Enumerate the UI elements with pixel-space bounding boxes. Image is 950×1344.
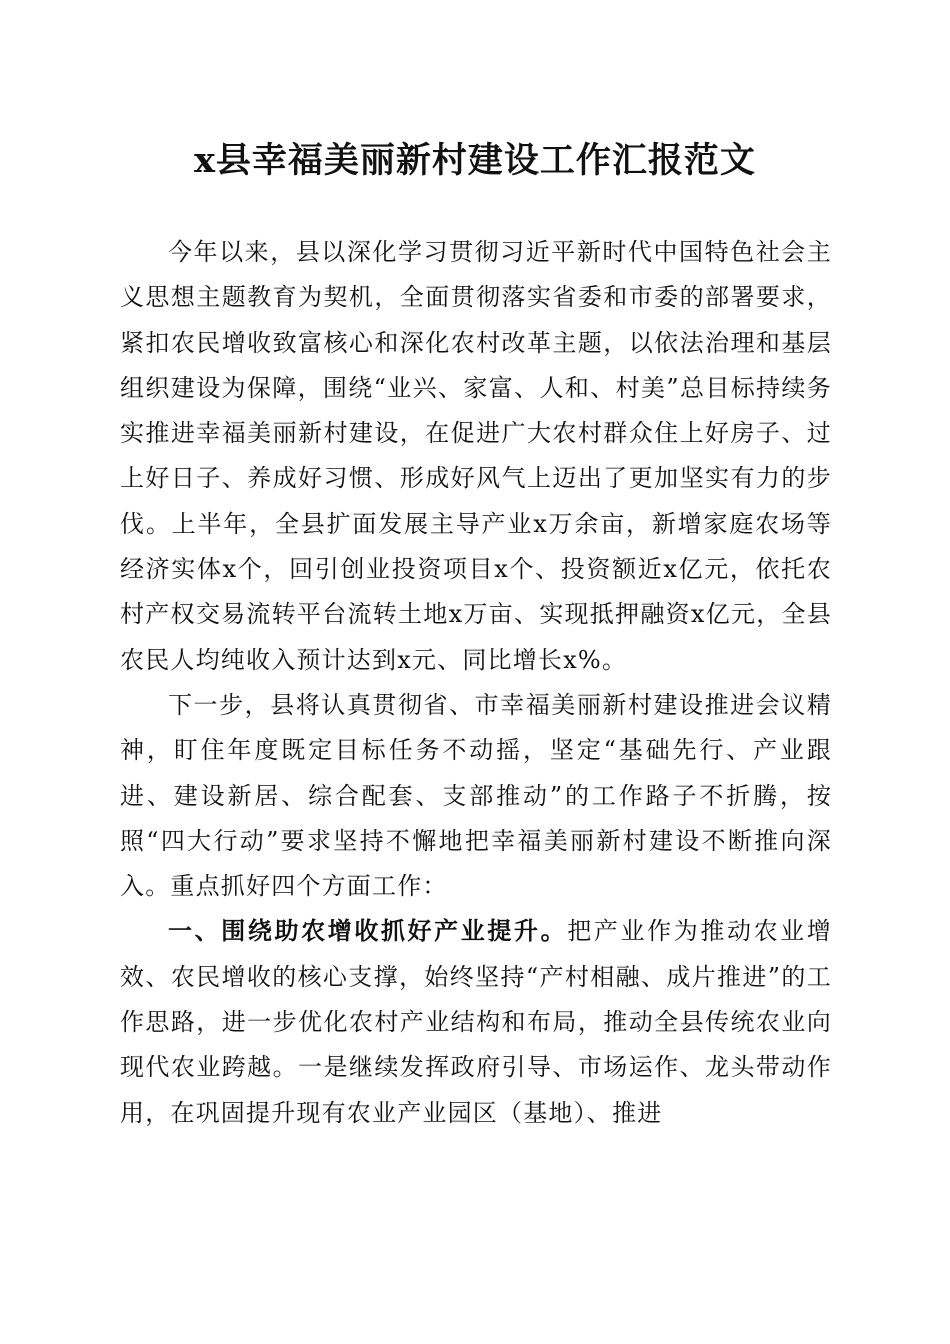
paragraph-section-one [120,909,832,1135]
document-title: x县幸福美丽新村建设工作汇报范文 [194,140,756,181]
paragraph-next-steps-text: 下一步，县将认真贯彻省、市幸福美丽新村建设推进会议精神，盯住年度既定目标任务不动摇，坚定“基础先行、产业跟进、建设新居、综合配套、支部推动”的工作路子不折腾，按照“四大行动”要求坚持不懈地把幸福美丽新村建设不断推向深入。重点抓好四个方面工作： [120,690,832,901]
paragraph-intro-text: 今年以来，县以深化学习贯彻习近平新时代中国特色社会主义思想主题教育为契机，全面贯彻落实省委和市委的部署要求，紧扣农民增收致富核心和深化农村改革主题，以依法治理和基层组织建设为保障，围绕“业兴、家富、人和、村美”总目标持续务实推进幸福美丽新村建设，在促进广大农村群众住上好房子、过上好日子、养成好习惯、形成好风气上迈出了更加坚实有力的步伐。上半年，全县扩面发展主导产业x万余亩，新增家庭农场等经济实体x个，回引创业投资项目x个、投资额近x亿元，依托农村产权交易流转平台流转土地x万亩、实现抵押融资x亿元，全县农民人均纯收入预计达到x元、同比增长x%。 [120,238,832,674]
section-one-heading: 一、围绕助农增收抓好产业提升。 [168,917,568,946]
section-one-text: 把产业作为推动农业增效、农民增收的核心支撑，始终坚持“产村相融、成片推进”的工作思路，进一步优化农村产业结构和布局，推动全县传统农业向现代农业跨越。一是继续发挥政府引导、市场运作、龙头带动作用，在巩固提升现有农业产业园区（基地）、推进 [120,917,832,1127]
document-body [120,230,832,1136]
paragraph-intro [120,230,832,683]
paragraph-next-steps [120,683,832,909]
